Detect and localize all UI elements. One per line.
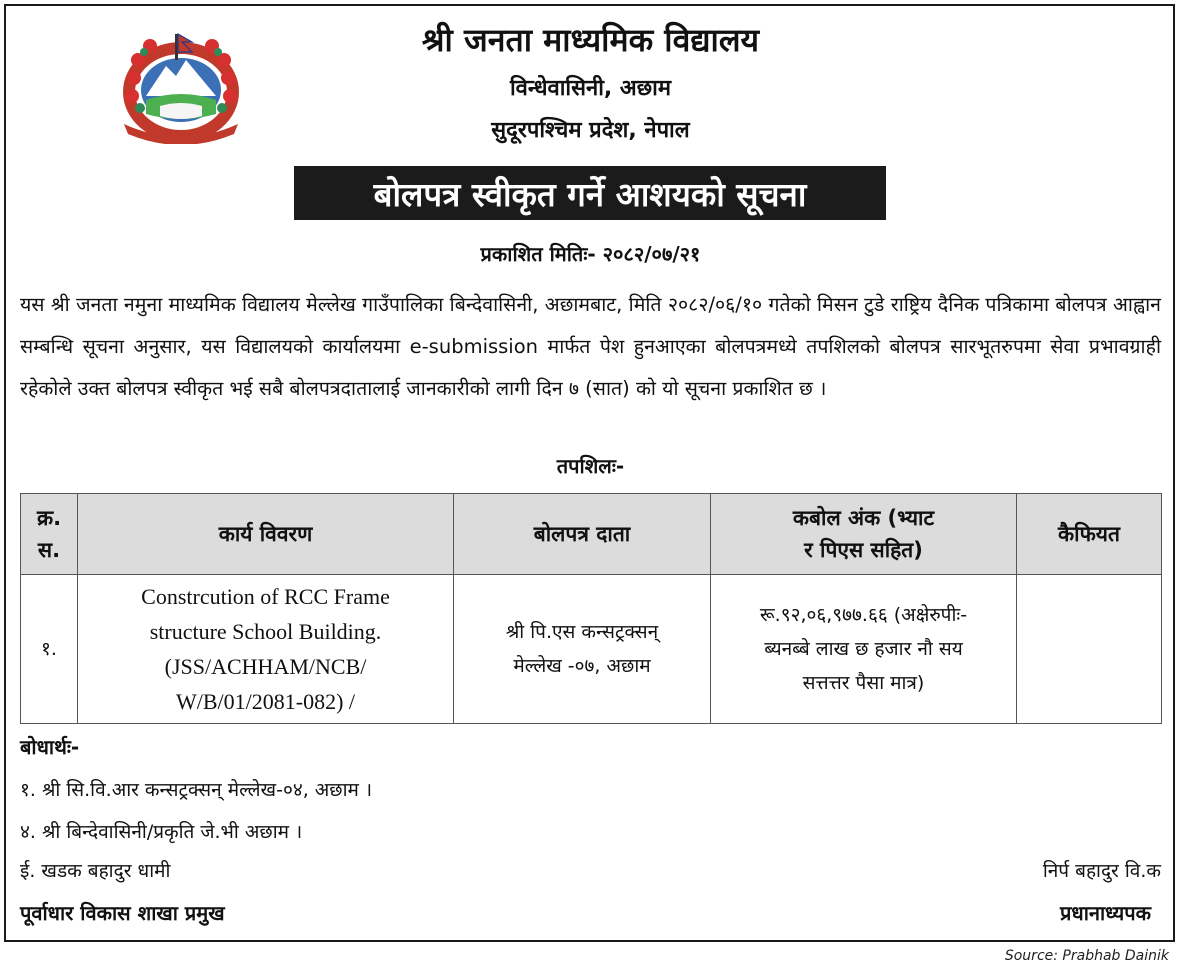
header-remarks: कैफियत [1017,494,1162,575]
header-work: कार्य विवरण [78,494,454,575]
cell-work: Constrcution of RCC Frame structure School Building. (JSS/ACHHAM/NCB/ W/B/01/2081-082) / [78,575,454,724]
cell-remarks [1017,575,1162,724]
left-signatory-title: पूर्वाधार विकास शाखा प्रमुख [20,901,225,925]
cell-bidder: श्री पि.एस कन्सट्रक्सन् मेल्लेख -०७, अछाम [454,575,711,724]
bid-details-table [20,493,1162,724]
notice-title-banner: बोलपत्र स्वीकृत गर्ने आशयको सूचना [294,166,886,220]
info-heading: बोधार्थः- [20,735,80,759]
address-line-2: सुदूरपश्चिम प्रदेश, नेपाल [491,118,690,143]
right-signatory-title: प्रधानाध्यपक [1060,901,1151,925]
details-heading: तपशिलः- [556,454,625,478]
header-bidder: बोलपत्र दाता [454,494,711,575]
table-row [21,575,1162,724]
cell-sn: १. [21,575,78,724]
header-sn: क्र. स. [21,494,78,575]
right-signatory-name: निर्प बहादुर वि.क [1042,860,1161,882]
info-item: १. श्री सि.वि.आर कन्सट्रक्सन् मेल्लेख-०४, अछाम । [20,779,373,801]
cell-amount: रू.९२,०६,९७७.६६ (अक्षेरुपीः- ब्यनब्बे लाख छ हजार नौ सय सत्तत्तर पैसा मात्र) [711,575,1017,724]
header-amount: कबोल अंक (भ्याट र पिएस सहित) [711,494,1017,575]
address-line-1: विन्धेवासिनी, अछाम [509,76,672,101]
info-item: ४. श्री बिन्देवासिनी/प्रकृति जे.भी अछाम । [20,821,303,843]
left-signatory-name: ई. खडक बहादुर धामी [20,860,171,882]
published-date: प्रकाशित मितिः- २०८२/०७/२१ [480,242,701,266]
notice-body: यस श्री जनता नमुना माध्यमिक विद्यालय मेल्लेख गाउँपालिका बिन्देवासिनी, अछामबाट, मिति २०८२/०६/१० गतेको मिसन टुडे राष्ट्रिय दैनिक पत्रिकामा बोलपत्र आह्वान सम्बन्धि सूचना अनुसार, यस विद्यालयको कार्यालयमा e-submission मार्फत पेश हुनआएका बोलपत्रमध्ये तपशिलको बोलपत्र सारभूतरुपमा सेवा प्रभावग्राही रहेकोले उक्त बोलपत्र स्वीकृत भई सबै बोलपत्रदातालाई जानकारीको लागी दिन ७ (सात) को यो सूचना प्रकाशित छ । [20,293,1161,400]
source-credit: Source: Prabhab Dainik [1004,948,1169,964]
table-header-row [21,494,1162,575]
school-name: श्री जनता माध्यमिक विद्यालय [421,21,760,59]
